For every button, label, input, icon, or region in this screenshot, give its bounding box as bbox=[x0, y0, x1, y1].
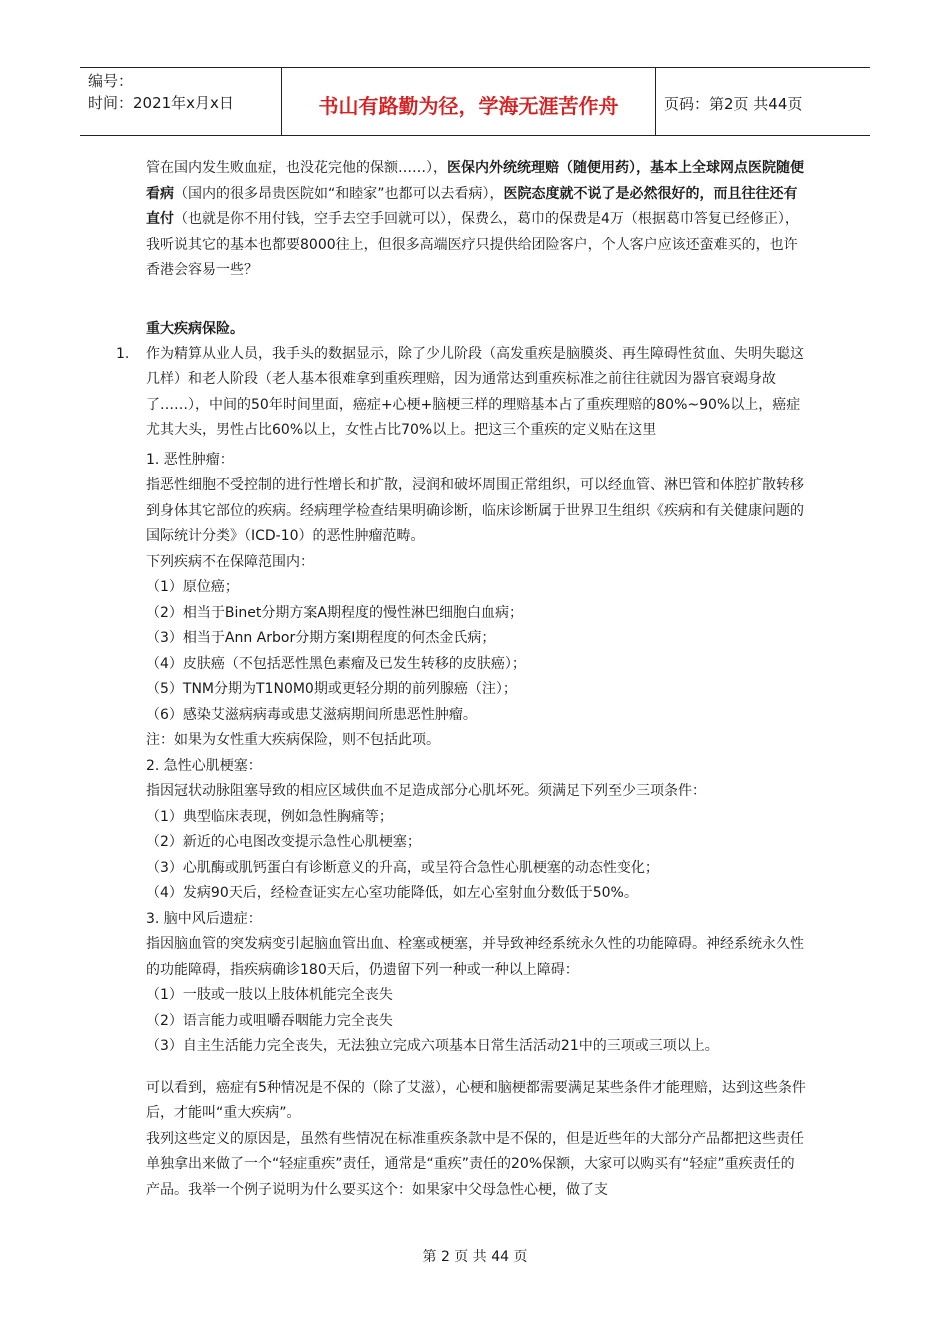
header-number: 编号： bbox=[88, 72, 134, 90]
section-heading: 重大疾病保险。 bbox=[146, 320, 244, 337]
item-text: 作为精算从业人员，我手头的数据显示，除了少儿阶段（高发重疾是脑膜炎、再生障碍性贫血、失明失聪这几样）和老人阶段（老人基本很难拿到重疾理赔，因为通常达到重疾标准之前往往就因为器官衰竭身故了……），中间的50年时间里面，癌症+心梗+脑梗三样的理赔基本占了重疾理赔的80%~90%以上，癌症尤其大头，男性占比60%以上，女性占比70%以上。把这三个重疾的定义贴在这里 bbox=[146, 345, 804, 438]
stroke-title: 3. 脑中风后遗症： bbox=[146, 910, 262, 927]
list-item: （4）发病90天后，经检查证实左心室功能降低，如左心室射血分数低于50%。 bbox=[146, 885, 638, 901]
numbered-item-1 bbox=[116, 342, 806, 444]
mi-title: 2. 急性心肌梗塞： bbox=[146, 757, 262, 774]
cancer-exclusion-intro: 下列疾病不在保障范围内： bbox=[146, 553, 314, 570]
intro-text-c: （国内的很多昂贵医院如“和睦家”也都可以去看病）， bbox=[174, 185, 504, 202]
cancer-note: 注：如果为女性重大疾病保险，则不包括此项。 bbox=[146, 732, 440, 748]
document-body bbox=[116, 156, 806, 1203]
list-item: （6）感染艾滋病病毒或患艾滋病期间所患恶性肿瘤。 bbox=[146, 706, 477, 723]
intro-text-a: 管在国内发生败血症，也没花完他的保额……）， bbox=[146, 160, 447, 176]
intro-text-e: （也就是你不用付钱，空手去空手回就可以），保费么，葛巾的保费是4万（根据葛巾答复已经修正），我听说其它的基本也都要8000往上，但很多高端医疗只提供给团险客户，个人客户应该还蛮难买的，也许香港会容易一些？ bbox=[146, 211, 799, 278]
list-item: （2）语言能力或咀嚼吞咽能力完全丧失 bbox=[146, 1012, 393, 1029]
list-item: （1）原位癌； bbox=[146, 579, 239, 595]
list-item: （4）皮肤癌（不包括恶性黑色素瘤及已发生转移的皮肤癌）； bbox=[146, 655, 526, 672]
mi-definition: 指因冠状动脉阻塞导致的相应区域供血不足造成部分心肌坏死。须满足下列至少三项条件： bbox=[146, 783, 706, 799]
list-item: （3）心肌酶或肌钙蛋白有诊断意义的升高，或呈符合急性心肌梗塞的动态性变化； bbox=[146, 859, 659, 876]
list-item: （2）新近的心电图改变提示急性心肌梗塞； bbox=[146, 834, 421, 850]
intro-bold-d: 医院态度就不说了是必然很好的，而且往往还有直付 bbox=[146, 185, 798, 227]
list-item: （2）相当于Binet分期方案A期程度的慢性淋巴细胞白血病； bbox=[146, 604, 523, 621]
closing-paragraph-2: 我列这些定义的原因是，虽然有些情况在标准重疾条款中是不保的，但是近些年的大部分产品都把这些责任单独拿出来做了一个“轻症重疾”责任，通常是“重疾”责任的20%保额，大家可以购买有“轻症”重疾责任的产品。我举一个例子说明为什么要买这个：如果家中父母急性心梗，做了支 bbox=[146, 1130, 804, 1198]
closing-paragraph-1: 可以看到，癌症有5种情况是不保的（除了艾滋），心梗和脑梗都需要满足某些条件才能理赔，达到这些条件后，才能叫“重大疾病”。 bbox=[146, 1079, 806, 1121]
stroke-definition: 指因脑血管的突发病变引起脑血管出血、栓塞或梗塞，并导致神经系统永久性的功能障碍。神经系统永久性的功能障碍，指疾病确诊180天后，仍遗留下列一种或一种以上障碍： bbox=[146, 936, 804, 978]
item-number: 1. bbox=[116, 345, 130, 362]
cancer-definition: 指恶性细胞不受控制的进行性增长和扩散，浸润和破坏周围正常组织，可以经血管、淋巴管和体腔扩散转移到身体其它部位的疾病。经病理学检查结果明确诊断，临床诊断属于世界卫生组织《疾病和有关健康问题的国际统计分类》（ICD-10）的恶性肿瘤范畴。 bbox=[146, 477, 804, 544]
page-footer: 第 2 页 共 44 页 bbox=[422, 1249, 528, 1265]
list-item: （1）典型临床表现，例如急性胸痛等； bbox=[146, 808, 393, 825]
list-item: （5）TNM分期为T1N0M0期或更轻分期的前列腺癌（注）； bbox=[146, 681, 517, 697]
page-header bbox=[80, 67, 870, 136]
intro-paragraph bbox=[146, 156, 806, 284]
intro-bold-b: 医保内外统统理赔（随便用药），基本上全球网点医院随便看病 bbox=[146, 160, 804, 202]
list-item: （1）一肢或一肢以上肢体机能完全丧失 bbox=[146, 987, 393, 1003]
list-item: （3）相当于Ann Arbor分期方案I期程度的何杰金氏病； bbox=[146, 630, 496, 646]
header-meta bbox=[80, 68, 281, 135]
cancer-title: 1. 恶性肿瘤： bbox=[146, 451, 234, 468]
header-time: 时间：2021年x月x日 bbox=[88, 94, 234, 112]
header-page-label: 页码：第2页 共44页 bbox=[664, 95, 803, 113]
header-motto: 书山有路勤为径，学海无涯苦作舟 bbox=[281, 68, 656, 135]
list-item: （3）自主生活能力完全丧失，无法独立完成六项基本日常生活活动21中的三项或三项以上。 bbox=[146, 1038, 719, 1054]
